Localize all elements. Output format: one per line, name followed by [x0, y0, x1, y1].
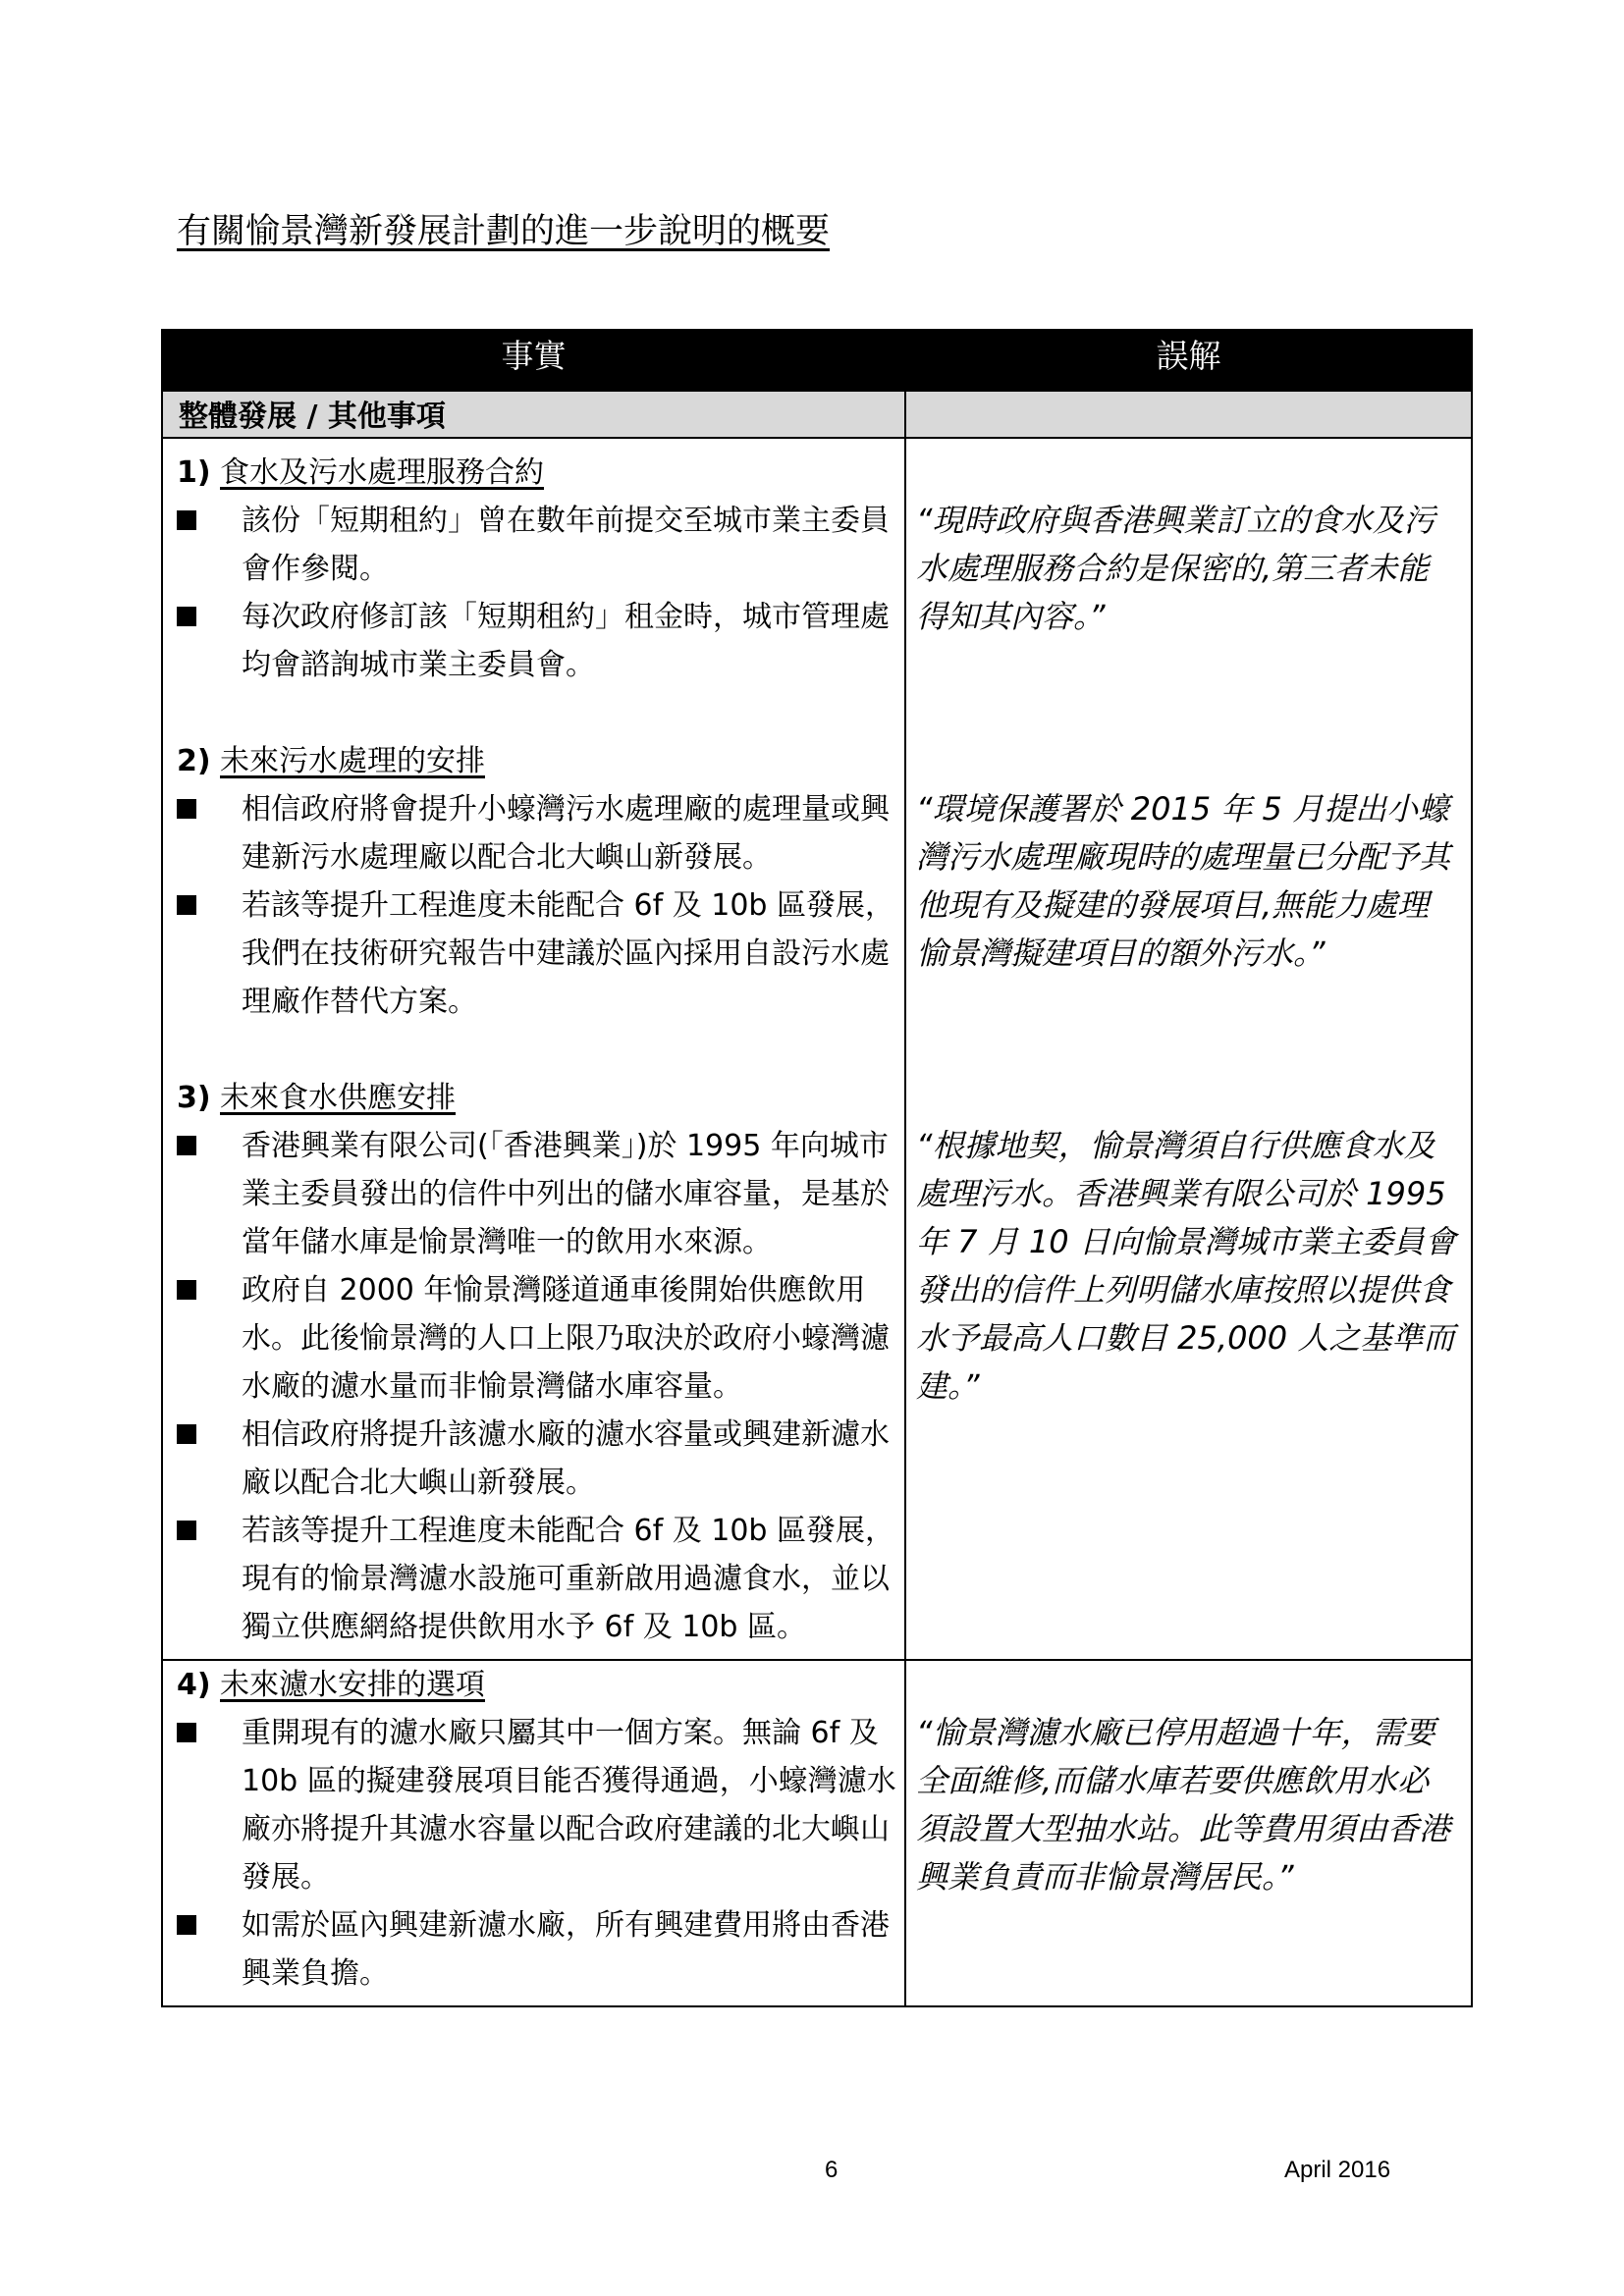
section-2 [177, 737, 896, 1026]
square-bullet-icon [177, 607, 196, 626]
table-header-row [162, 330, 1472, 391]
square-bullet-icon [177, 1280, 196, 1300]
category-cell [162, 391, 905, 438]
square-bullet-icon [177, 510, 196, 530]
footer-date: April 2016 [1284, 2157, 1391, 2183]
square-bullet-icon [177, 895, 196, 915]
category-label: 整體發展 / 其他事項 [179, 400, 446, 434]
square-bullet-icon [177, 1424, 196, 1444]
bullet-list [177, 1122, 896, 1651]
myth-text: “現時政府與香港興業訂立的食水及污水處理服務合約是保密的,第三者未能得知其內容。” [916, 502, 1435, 635]
section-number: 1) [177, 455, 211, 490]
bullet-list [177, 1709, 896, 1998]
section-3 [177, 1074, 896, 1651]
list-item: 該份「短期租約」曾在數年前提交至城市業主委員會作參閱。 [177, 497, 896, 593]
myth-text: “環境保護署於 2015 年 5 月提出小蠔灣污水處理廠現時的處理量已分配予其他現有及擬建的發展項目,無能力處理愉景灣擬建項目的額外污水。” [916, 790, 1451, 972]
myth-text: “根據地契，愉景灣須自行供應食水及處理污水。香港興業有限公司於 1995 年 7 月 10 日向愉景灣城市業主委員會發出的信件上列明儲水庫按照以提供食水予最高人口數目 25,000 人之基準而建。” [916, 1127, 1456, 1405]
section-number: 2) [177, 744, 211, 778]
section-number: 4) [177, 1668, 211, 1702]
page-number: 6 [825, 2157, 839, 2183]
facts-myths-table [161, 329, 1473, 2007]
square-bullet-icon [177, 1915, 196, 1935]
list-item: 政府自 2000 年愉景灣隧道通車後開始供應飲用水。此後愉景灣的人口上限乃取決於政府小蠔灣濾水廠的濾水量而非愉景灣儲水庫容量。 [177, 1266, 896, 1411]
list-item: 若該等提升工程進度未能配合 6f 及 10b 區發展，現有的愉景灣濾水設施可重新啟用過濾食水，並以獨立供應網絡提供飲用水予 6f 及 10b 區。 [177, 1507, 896, 1651]
facts-cell [162, 1660, 905, 2006]
square-bullet-icon [177, 1723, 196, 1742]
facts-cell [162, 438, 905, 1660]
section-number: 3) [177, 1081, 211, 1115]
list-item: 如需於區內興建新濾水廠，所有興建費用將由香港興業負擔。 [177, 1901, 896, 1998]
square-bullet-icon [177, 1136, 196, 1155]
category-cell-empty [905, 391, 1472, 438]
section-title: 未來濾水安排的選項 [220, 1668, 485, 1702]
list-item: 重開現有的濾水廠只屬其中一個方案。無論 6f 及 10b 區的擬建發展項目能否獲得通過，小蠔灣濾水廠亦將提升其濾水容量以配合政府建議的北大嶼山發展。 [177, 1709, 896, 1901]
myths-cell [905, 1660, 1472, 2006]
square-bullet-icon [177, 799, 196, 819]
table-row [162, 438, 1472, 1660]
list-item: 相信政府將提升該濾水廠的濾水容量或興建新濾水廠以配合北大嶼山新發展。 [177, 1411, 896, 1507]
list-item: 每次政府修訂該「短期租約」租金時，城市管理處均會諮詢城市業主委員會。 [177, 593, 896, 689]
list-item: 相信政府將會提升小蠔灣污水處理廠的處理量或興建新污水處理廠以配合北大嶼山新發展。 [177, 785, 896, 881]
section-1 [177, 449, 896, 689]
myths-header: 誤解 [905, 330, 1472, 391]
bullet-list [177, 497, 896, 689]
bullet-list [177, 785, 896, 1026]
section-title: 未來污水處理的安排 [220, 744, 485, 778]
section-title: 食水及污水處理服務合約 [220, 455, 544, 490]
facts-header: 事實 [162, 330, 905, 391]
table-row [162, 1660, 1472, 2006]
list-item: 若該等提升工程進度未能配合 6f 及 10b 區發展，我們在技術研究報告中建議於區內採用自設污水處理廠作替代方案。 [177, 881, 896, 1026]
square-bullet-icon [177, 1521, 196, 1540]
myth-text: “愉景灣濾水廠已停用超過十年，需要全面維修,而儲水庫若要供應飲用水必須設置大型抽水站。此等費用須由香港興業負責而非愉景灣居民。” [916, 1714, 1451, 1896]
page-title: 有關愉景灣新發展計劃的進一步說明的概要 [177, 212, 831, 251]
section-title: 未來食水供應安排 [220, 1081, 456, 1115]
category-row [162, 391, 1472, 438]
section-4 [177, 1661, 896, 1998]
myths-cell [905, 438, 1472, 1660]
list-item: 香港興業有限公司(「香港興業」)於 1995 年向城市業主委員發出的信件中列出的儲水庫容量，是基於當年儲水庫是愉景灣唯一的飲用水來源。 [177, 1122, 896, 1266]
